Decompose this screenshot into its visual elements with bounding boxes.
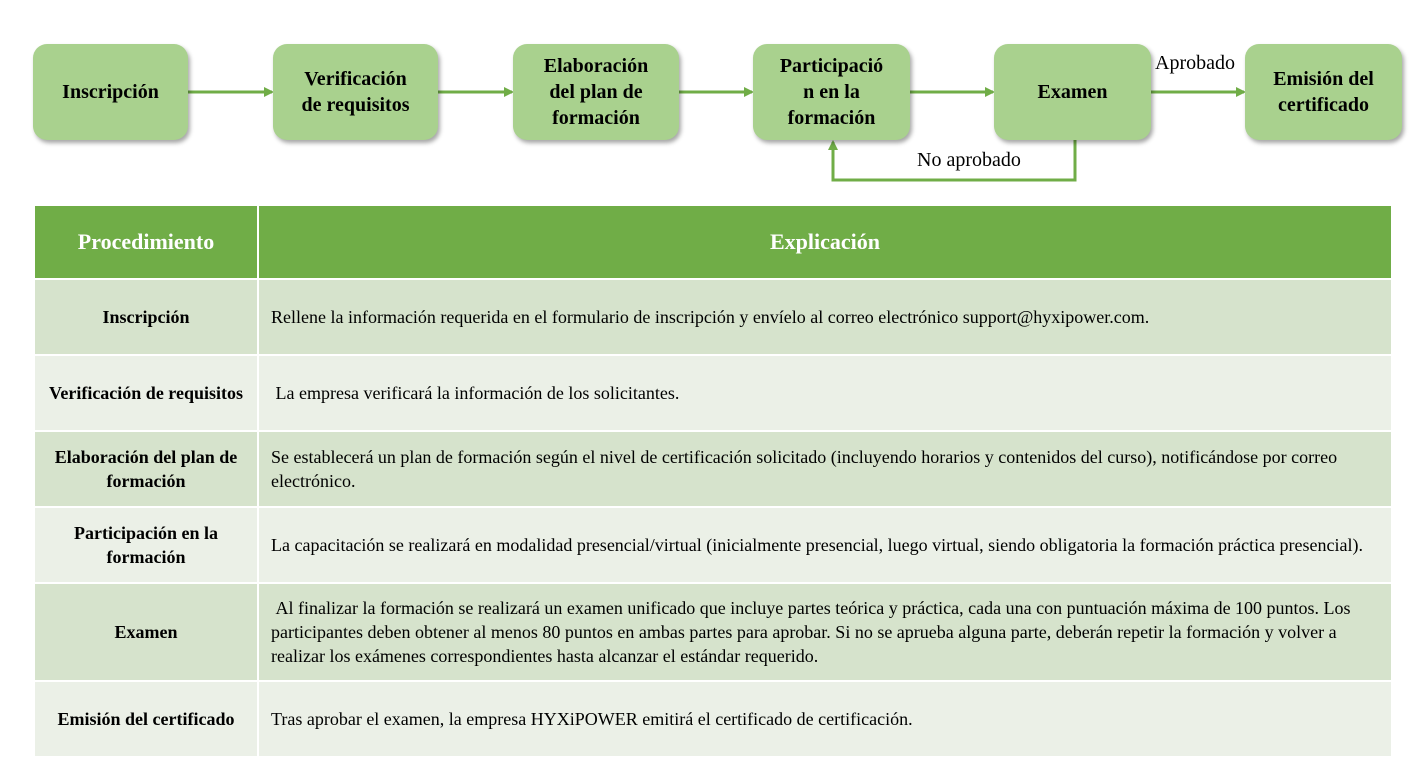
table-row [34, 355, 1392, 431]
edge-label-no-aprobado: No aprobado [917, 149, 1021, 171]
table-row [34, 507, 1392, 583]
flow-step-emision: Emisión del certificado [1245, 44, 1402, 140]
table-header-row [34, 205, 1392, 279]
flow-step-elaboracion: Elaboración del plan de formación [513, 44, 679, 140]
flow-step-participacion: Participació n en la formación [753, 44, 910, 140]
procedure-cell: Examen [34, 583, 258, 681]
explanation-cell: Se establecerá un plan de formación según el nivel de certificación solicitado (incluyendo horarios y contenidos del curso), notificándose por correo electrónico. [258, 431, 1392, 507]
table-row [34, 431, 1392, 507]
header-explicacion: Explicación [258, 205, 1392, 279]
procedure-cell: Inscripción [34, 279, 258, 355]
table-row [34, 583, 1392, 681]
table-row [34, 681, 1392, 757]
flow-step-verificacion: Verificación de requisitos [273, 44, 438, 140]
procedure-cell: Elaboración del plan de formación [34, 431, 258, 507]
header-procedimiento: Procedimiento [34, 205, 258, 279]
procedure-cell: Participación en la formación [34, 507, 258, 583]
flow-step-inscripcion: Inscripción [33, 44, 188, 140]
flow-step-examen: Examen [994, 44, 1151, 140]
explanation-cell: La capacitación se realizará en modalidad presencial/virtual (inicialmente presencial, luego virtual, siendo obligatoria la formación práctica presencial). [258, 507, 1392, 583]
edge-label-aprobado: Aprobado [1155, 52, 1235, 74]
explanation-cell: Al finalizar la formación se realizará un examen unificado que incluye partes teórica y práctica, cada una con puntuación máxima de 100 puntos. Los participantes deben obtener al menos 80 puntos en ambas partes para aprobar. Si no se aprueba alguna parte, deberán repetir la formación y volver a realizar los exámenes correspondientes hasta alcanzar el estándar requerido. [258, 583, 1392, 681]
flow-connectors [0, 0, 1427, 200]
procedure-table [33, 204, 1393, 758]
procedure-cell: Verificación de requisitos [34, 355, 258, 431]
procedure-cell: Emisión del certificado [34, 681, 258, 757]
explanation-cell: Tras aprobar el examen, la empresa HYXiPOWER emitirá el certificado de certificación. [258, 681, 1392, 757]
table-row [34, 279, 1392, 355]
explanation-cell: La empresa verificará la información de los solicitantes. [258, 355, 1392, 431]
flow-diagram [0, 0, 1427, 200]
explanation-cell: Rellene la información requerida en el formulario de inscripción y envíelo al correo electrónico support@hyxipower.com. [258, 279, 1392, 355]
